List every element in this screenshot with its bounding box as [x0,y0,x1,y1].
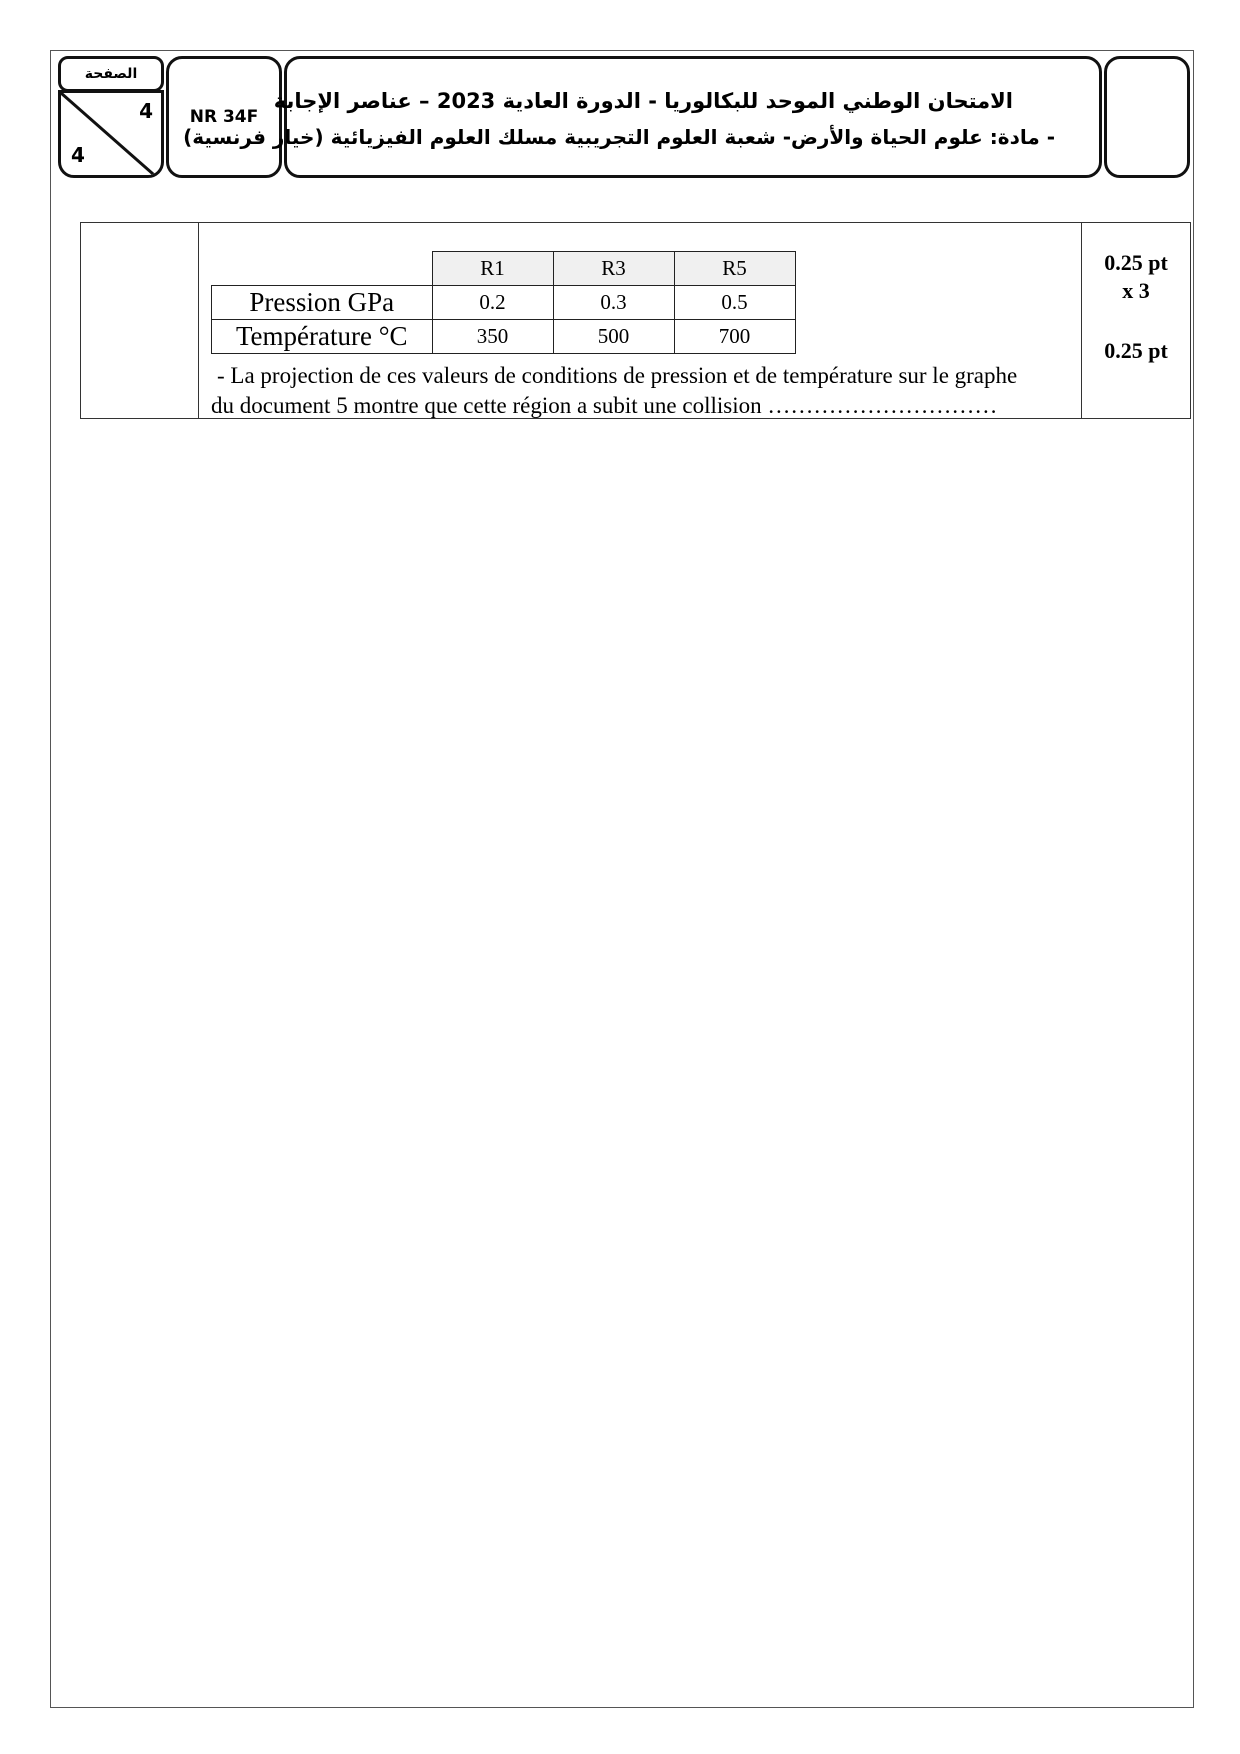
table-corner-cell [212,252,433,286]
table-header-cell: R5 [674,252,795,286]
table-cell: 700 [674,320,795,354]
exam-code: NR 34F [189,107,259,127]
points-first-multiplier: x 3 [1122,278,1150,303]
table-header-cell: R3 [553,252,674,286]
table-cell: 500 [553,320,674,354]
page-total: 4 [71,143,85,167]
points-cell [1082,223,1190,418]
row-label-temperature: Température °C [212,320,433,354]
conclusion-line-2: du document 5 montre que cette région a subit une collision ………………………… [211,393,998,418]
header-empty-box [1104,56,1190,178]
table-header-row [212,252,796,286]
conclusion-text [211,361,1081,421]
page-number-box [58,90,164,178]
page-label-box [58,56,164,92]
exam-subject: - مادة: علوم الحياة والأرض- شعبة العلوم التجريبية مسلك العلوم الفيزيائية (خيار فرنسية) [183,125,1055,149]
exam-code-box [166,56,282,178]
pressure-temperature-table [211,251,796,354]
page-current: 4 [139,99,153,123]
table-cell: 0.5 [674,286,795,320]
table-row [212,320,796,354]
question-number-cell [81,223,199,418]
conclusion-line-1: - La projection de ces valeurs de conditions de pression et de température sur le graphe [217,363,1018,388]
row-label-pression: Pression GPa [212,286,433,320]
table-cell: 0.3 [553,286,674,320]
points-first-value: 0.25 pt [1104,250,1168,275]
points-first [1082,249,1190,305]
page-label: الصفحة [84,66,138,82]
table-cell: 350 [432,320,553,354]
points-second: 0.25 pt [1104,338,1168,363]
table-cell: 0.2 [432,286,553,320]
exam-title: الامتحان الوطني الموحد للبكالوريا - الدورة العادية 2023 – عناصر الإجابة [273,89,1013,113]
table-row [212,286,796,320]
table-header-cell: R1 [432,252,553,286]
answer-row [80,222,1191,419]
